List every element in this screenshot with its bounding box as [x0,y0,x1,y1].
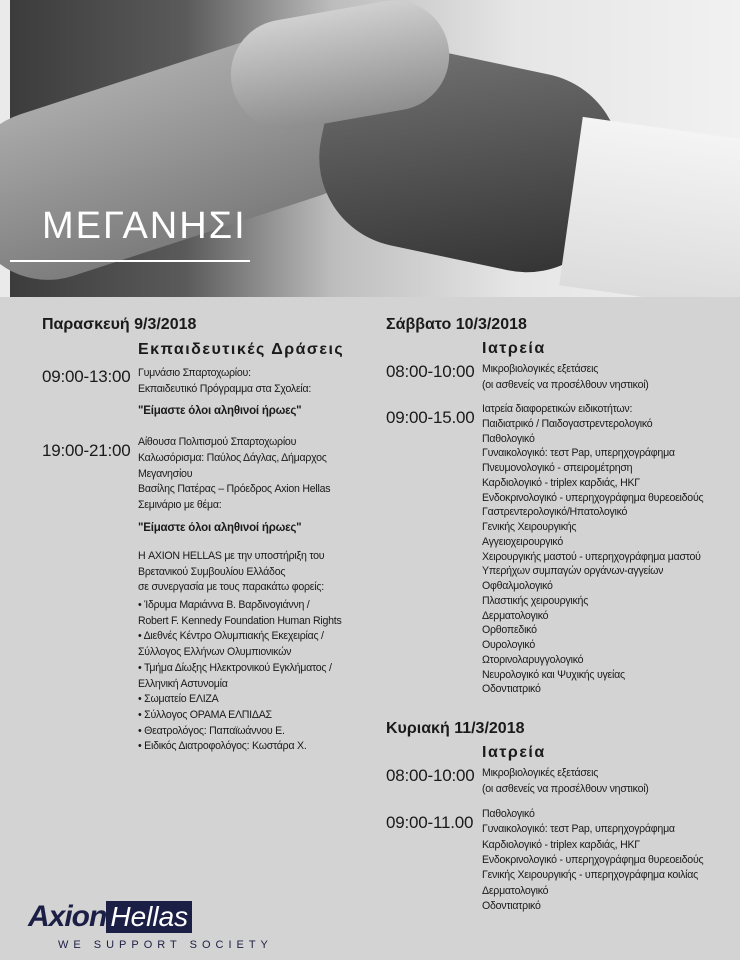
schedule-line: Γενικής Χειρουργικής [482,521,577,533]
schedule-line: Πλαστικής χειρουργικής [482,594,589,607]
time-slot: 09:00-15.00 [386,408,475,427]
title-underline [10,260,250,262]
schedule-line: Οφθαλμολογικό [482,580,553,592]
schedule-line: Αγγειοχειρουργικό [482,535,563,548]
schedule-line: Βρετανικού Συμβουλίου Ελλάδος [138,565,286,578]
axion-hellas-logo [28,900,273,951]
schedule-line: Ενδοκρινολογικό - υπερηχογράφημα θυρεοειδούς [482,853,704,866]
schedule-line: Οδοντιατρικό [482,899,541,912]
schedule-line: Δερματολογικό [482,609,549,622]
photo-sleeve [559,117,740,297]
time-slot: 19:00-21:00 [42,441,131,460]
hero-photo-holding-hands [0,0,740,297]
schedule-line: Μικροβιολογικές εξετάσεις [482,767,599,779]
schedule-line: Γυμνάσιο Σπαρτοχωρίου: [138,367,251,379]
schedule-line: Χειρουργικής μαστού - υπερηχογράφημα μαστού [482,550,701,563]
logo-tagline: WE SUPPORT SOCIETY [58,939,273,951]
quote-text: "Είμαστε όλοι αληθινοί ήρωες" [138,405,302,417]
schedule-line: Αίθουσα Πολιτισμού Σπαρτοχωρίου [138,436,297,448]
schedule-line: Σεμινάριο με θέμα: [138,499,222,512]
day-heading: Σάββατο 10/3/2018 [386,316,527,333]
time-slot: 09:00-11.00 [386,813,474,832]
schedule-line: Γυναικολογικό: τεστ Pap, υπερηχογράφημα [482,447,675,460]
schedule-line: Παθολογικό [482,808,535,820]
logo-axion: Axion [28,900,107,933]
schedule-line: Γυναικολογικό: τεστ Pap, υπερηχογράφημα [482,823,675,836]
schedule-line: Καρδιολογικό - triplex καρδιάς, ΗΚΓ [482,476,640,489]
schedule-line: Γενικής Χειρουργικής - υπερηχογράφημα κοιλίας [482,869,699,882]
schedule-line: • Τμήμα Δίωξης Ηλεκτρονικού Εγκλήματος / [138,661,332,674]
schedule-line: Παθολογικό [482,432,535,445]
schedule-line: Δερματολογικό [482,884,549,897]
schedule-line: • Σύλλογος ΟΡΑΜΑ ΕΛΠΙΔΑΣ [138,708,272,721]
schedule-line: Ενδοκρινολογικό - υπερηχογράφημα θυρεοειδούς [482,491,704,504]
schedule-line: • Σωματείο ΕΛΙΖΑ [138,693,219,706]
schedule-line: Ουρολογικό [482,639,535,651]
schedule-line: Ωτορινολαρυγγολογικό [482,653,584,666]
schedule-line: • Ίδρυμα Μαριάννα Β. Βαρδινογιάννη / [138,599,310,611]
schedule-line: Robert F. Kennedy Foundation Human Rights [138,614,342,627]
schedule-line: Ιατρεία διαφορετικών ειδικοτήτων: [482,403,633,415]
schedule-line: Οδοντιατρικό [482,683,541,696]
page-title: ΜΕΓΑΝΗΣΙ [42,205,247,247]
schedule-line: • Διεθνές Κέντρο Ολυμπιακής Εκεχειρίας / [138,630,324,643]
day-heading: Κυριακή 11/3/2018 [386,720,525,737]
schedule-line: Μεγανησίου [138,467,193,480]
time-slot: 08:00-10:00 [386,362,475,381]
schedule-line: Σύλλογος Ελλήνων Ολυμπιονικών [138,646,292,659]
section-heading: Ιατρεία [482,340,546,357]
time-slot: 09:00-13:00 [42,367,131,386]
schedule-line: Καρδιολογικό - triplex καρδιάς, ΗΚΓ [482,838,640,851]
schedule-line: Παιδιατρικό / Παιδογαστρεντερολογικό [482,417,653,430]
schedule-line: • Θεατρολόγος: Παπαϊωάννου Ε. [138,724,285,737]
schedule-line: Εκπαιδευτικό Πρόγραμμα στα Σχολεία: [138,383,312,395]
schedule-line: σε συνεργασία με τους παρακάτω φορείς: [138,581,324,593]
schedule-line: Νευρολογικό και Ψυχικής υγείας [482,668,625,681]
schedule-line: Μικροβιολογικές εξετάσεις [482,363,599,375]
schedule-line: Πνευμονολογικό - σπειρομέτρηση [482,462,633,474]
section-heading: Εκπαιδευτικές Δράσεις [138,341,345,358]
schedule-line: Υπερήχων συμπαγών οργάνων-αγγείων [482,565,664,578]
logo-hellas: Hellas [106,901,192,933]
time-slot: 08:00-10:00 [386,766,475,785]
schedule-line: (οι ασθενείς να προσέλθουν νηστικοί) [482,782,649,795]
quote-text: "Είμαστε όλοι αληθινοί ήρωες" [138,522,302,534]
schedule-line: Γαστρεντερολογικό/Ηπατολογικό [482,506,628,519]
schedule-line: Η AXION HELLAS με την υποστήριξη του [138,550,325,562]
schedule-line: Βασίλης Πατέρας – Πρόεδρος Axion Hellas [138,483,331,496]
schedule-line: Ελληνική Αστυνομία [138,677,228,690]
schedule-line: • Ειδικός Διατροφολόγος: Κωστάρα Χ. [138,740,307,753]
schedule-line: Καλωσόρισμα: Παύλος Δάγλας, Δήμαρχος [138,451,327,464]
schedule-line: (οι ασθενείς να προσέλθουν νηστικοί) [482,378,649,391]
schedule-line: Ορθοπεδικό [482,624,537,637]
section-heading: Ιατρεία [482,744,546,761]
day-heading: Παρασκευή 9/3/2018 [42,316,197,333]
